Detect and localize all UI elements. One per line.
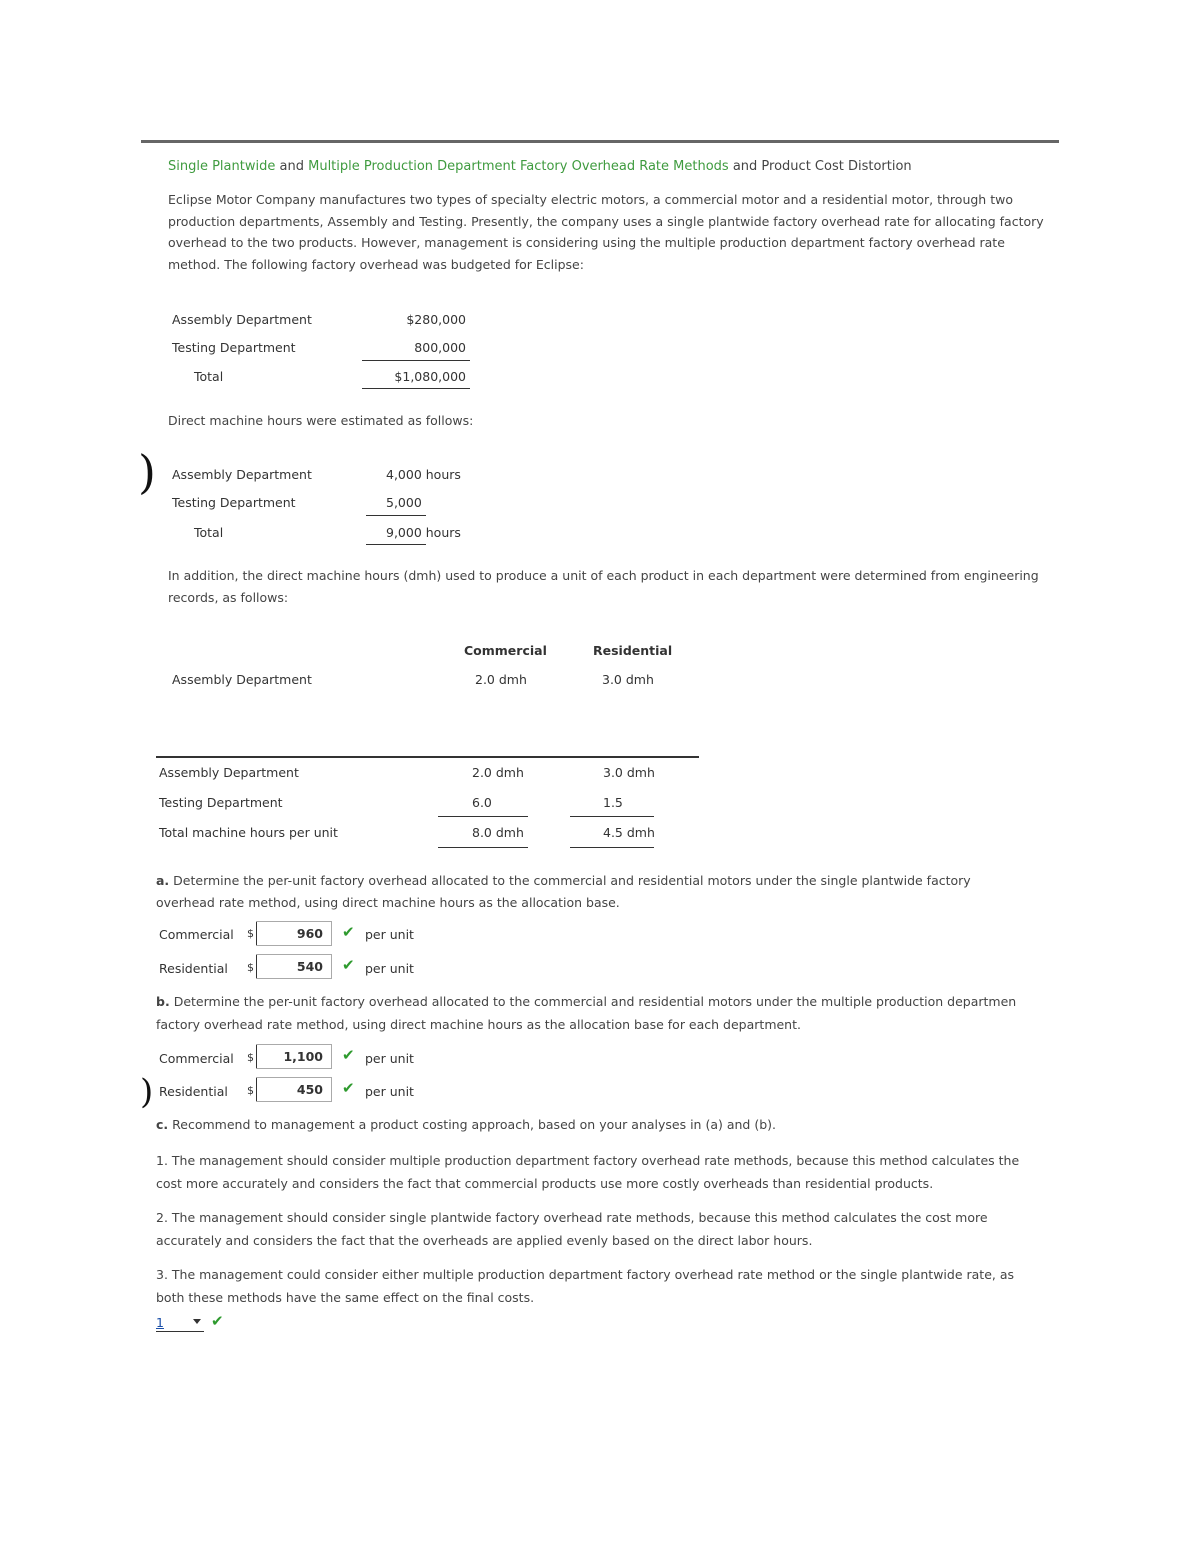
hours-total-rule bbox=[366, 544, 426, 545]
dmh2-row-label: Testing Department bbox=[159, 795, 283, 810]
hours-total-value: 9,000 hours bbox=[386, 525, 461, 540]
option-line: cost more accurately and considers the fact that commercial products use more costly overheads than residential products. bbox=[156, 1175, 934, 1191]
dmh2-row-commercial: 6.0 bbox=[472, 795, 492, 810]
part-a-prompt bbox=[156, 870, 971, 914]
dmh2-row-label: Assembly Department bbox=[159, 765, 299, 780]
part-c-prompt-text: Recommend to management a product costing approach, based on your analyses in (a) and (b). bbox=[172, 1117, 776, 1132]
overhead-assembly-value: $280,000 bbox=[406, 312, 466, 327]
hours-testing-value: 5,000 bbox=[386, 495, 422, 510]
option-line: 2. The management should consider single plantwide factory overhead rate methods, because this method calculates the cost more bbox=[156, 1210, 988, 1225]
overhead-total-value: $1,080,000 bbox=[394, 369, 466, 384]
input-cursor-edge bbox=[256, 1045, 257, 1068]
part-a-commercial-label: Commercial bbox=[159, 927, 234, 942]
dmh-assembly-residential: 3.0 dmh bbox=[602, 672, 654, 687]
part-b-commercial-label: Commercial bbox=[159, 1051, 234, 1066]
hours-assembly-value: 4,000 hours bbox=[386, 467, 461, 482]
option-line: 3. The management could consider either multiple production department factory overhead rate method or the single plantwide rate, as bbox=[156, 1267, 1015, 1282]
overhead-testing-label: Testing Department bbox=[172, 340, 296, 355]
part-c-option bbox=[156, 1264, 1014, 1309]
dmh2-row-residential: 4.5 dmh bbox=[603, 825, 655, 840]
dmh-assembly-label: Assembly Department bbox=[172, 672, 312, 687]
col-commercial-header: Commercial bbox=[464, 643, 547, 658]
dmh2-residential-total-rule bbox=[570, 847, 654, 848]
machine-hours-intro: Direct machine hours were estimated as follows: bbox=[168, 413, 474, 428]
dmh2-commercial-total-rule bbox=[438, 847, 528, 848]
dmh2-row-commercial: 8.0 dmh bbox=[472, 825, 524, 840]
input-cursor-edge bbox=[256, 1078, 257, 1101]
overhead-assembly-label: Assembly Department bbox=[172, 312, 312, 327]
intro-line: overhead to the two products. However, management is considering using the multiple production department factory overhead rate bbox=[168, 235, 1005, 250]
check-icon: ✔ bbox=[342, 1046, 355, 1064]
intro-line: Eclipse Motor Company manufactures two types of specialty electric motors, a commercial motor and a residential motor, through two bbox=[168, 192, 1013, 207]
part-a-commercial-currency: $ bbox=[247, 927, 254, 940]
dmh-intro-paragraph bbox=[168, 565, 1063, 608]
intro-paragraph bbox=[168, 189, 1063, 275]
top-divider bbox=[141, 140, 1059, 143]
input-cursor-edge bbox=[256, 955, 257, 978]
check-icon: ✔ bbox=[342, 1079, 355, 1097]
overhead-testing-value: 800,000 bbox=[414, 340, 466, 355]
part-a-line: overhead rate method, using direct machine hours as the allocation base. bbox=[156, 895, 620, 910]
part-b-residential-currency: $ bbox=[247, 1084, 254, 1097]
part-a-commercial-unit: per unit bbox=[365, 927, 414, 942]
intro-line: method. The following factory overhead was budgeted for Eclipse: bbox=[168, 256, 584, 272]
part-b-commercial-unit: per unit bbox=[365, 1051, 414, 1066]
dmh2-row-residential: 3.0 dmh bbox=[603, 765, 655, 780]
hours-total-label: Total bbox=[194, 525, 224, 540]
part-c-letter: c. bbox=[156, 1117, 169, 1132]
dmh-intro-line: records, as follows: bbox=[168, 589, 289, 605]
dmh-intro-line: In addition, the direct machine hours (dmh) used to produce a unit of each product in each department were determined from engineering bbox=[168, 568, 1039, 583]
part-b-line: Determine the per-unit factory overhead allocated to the commercial and residential motors under the multiple production departmen bbox=[173, 994, 1017, 1009]
title-rest: and Product Cost Distortion bbox=[732, 159, 912, 174]
check-icon: ✔ bbox=[342, 923, 355, 941]
chevron-down-icon[interactable] bbox=[193, 1319, 201, 1324]
part-b-residential-label: Residential bbox=[159, 1084, 228, 1099]
col-residential-header: Residential bbox=[593, 643, 673, 658]
part-b-residential-unit: per unit bbox=[365, 1084, 414, 1099]
dmh2-commercial-subtotal-rule bbox=[438, 816, 528, 817]
part-c-option bbox=[156, 1207, 988, 1252]
part-a-residential-currency: $ bbox=[247, 961, 254, 974]
dmh-table-top-rule bbox=[156, 756, 699, 758]
check-icon: ✔ bbox=[211, 1312, 224, 1330]
option-line: both these methods have the same effect on the final costs. bbox=[156, 1289, 535, 1305]
multiple-department-link[interactable]: Multiple Production Department Factory Overhead Rate Methods bbox=[308, 159, 729, 174]
part-b-commercial-input[interactable]: 1,100 bbox=[256, 1044, 332, 1069]
part-b-residential-input[interactable]: 450 bbox=[256, 1077, 332, 1102]
option-line: accurately and considers the fact that the overheads are applied evenly based on the direct labor hours. bbox=[156, 1232, 813, 1248]
part-a-residential-input[interactable]: 540 bbox=[256, 954, 332, 979]
title-and: and bbox=[279, 159, 304, 174]
dmh2-residential-subtotal-rule bbox=[570, 816, 654, 817]
dmh-assembly-commercial: 2.0 dmh bbox=[475, 672, 527, 687]
hours-assembly-label: Assembly Department bbox=[172, 467, 312, 482]
part-a-residential-label: Residential bbox=[159, 961, 228, 976]
intro-line: production departments, Assembly and Testing. Presently, the company uses a single plantwide factory overhead rate for allocating factory bbox=[168, 213, 1044, 229]
part-b-letter: b. bbox=[156, 994, 170, 1009]
recommendation-select-value[interactable]: 1 bbox=[156, 1315, 164, 1330]
part-b-commercial-currency: $ bbox=[247, 1051, 254, 1064]
hours-testing-label: Testing Department bbox=[172, 495, 296, 510]
part-a-residential-unit: per unit bbox=[365, 961, 414, 976]
part-c-option bbox=[156, 1150, 1019, 1195]
part-b-line: factory overhead rate method, using direct machine hours as the allocation base for each department. bbox=[156, 1016, 801, 1032]
overhead-total-rule bbox=[362, 388, 470, 389]
part-a-line: Determine the per-unit factory overhead allocated to the commercial and residential motors under the single plantwide factory bbox=[173, 873, 971, 888]
part-c-prompt bbox=[156, 1117, 776, 1132]
dmh2-row-residential: 1.5 bbox=[603, 795, 623, 810]
input-cursor-edge bbox=[256, 922, 257, 945]
part-b-prompt bbox=[156, 991, 1016, 1036]
page-bracket-mark: ) bbox=[140, 1072, 154, 1112]
dmh2-row-label: Total machine hours per unit bbox=[159, 825, 338, 840]
overhead-total-label: Total bbox=[194, 369, 224, 384]
single-plantwide-link[interactable]: Single Plantwide bbox=[168, 159, 276, 174]
hours-subtotal-rule bbox=[366, 515, 426, 516]
dmh2-row-commercial: 2.0 dmh bbox=[472, 765, 524, 780]
option-line: 1. The management should consider multiple production department factory overhead rate methods, because this method calculates the bbox=[156, 1153, 1020, 1168]
part-a-letter: a. bbox=[156, 873, 170, 888]
check-icon: ✔ bbox=[342, 956, 355, 974]
part-a-commercial-input[interactable]: 960 bbox=[256, 921, 332, 946]
overhead-subtotal-rule bbox=[362, 360, 470, 361]
problem-title bbox=[168, 159, 912, 174]
page-bracket-mark: ) bbox=[138, 445, 156, 499]
